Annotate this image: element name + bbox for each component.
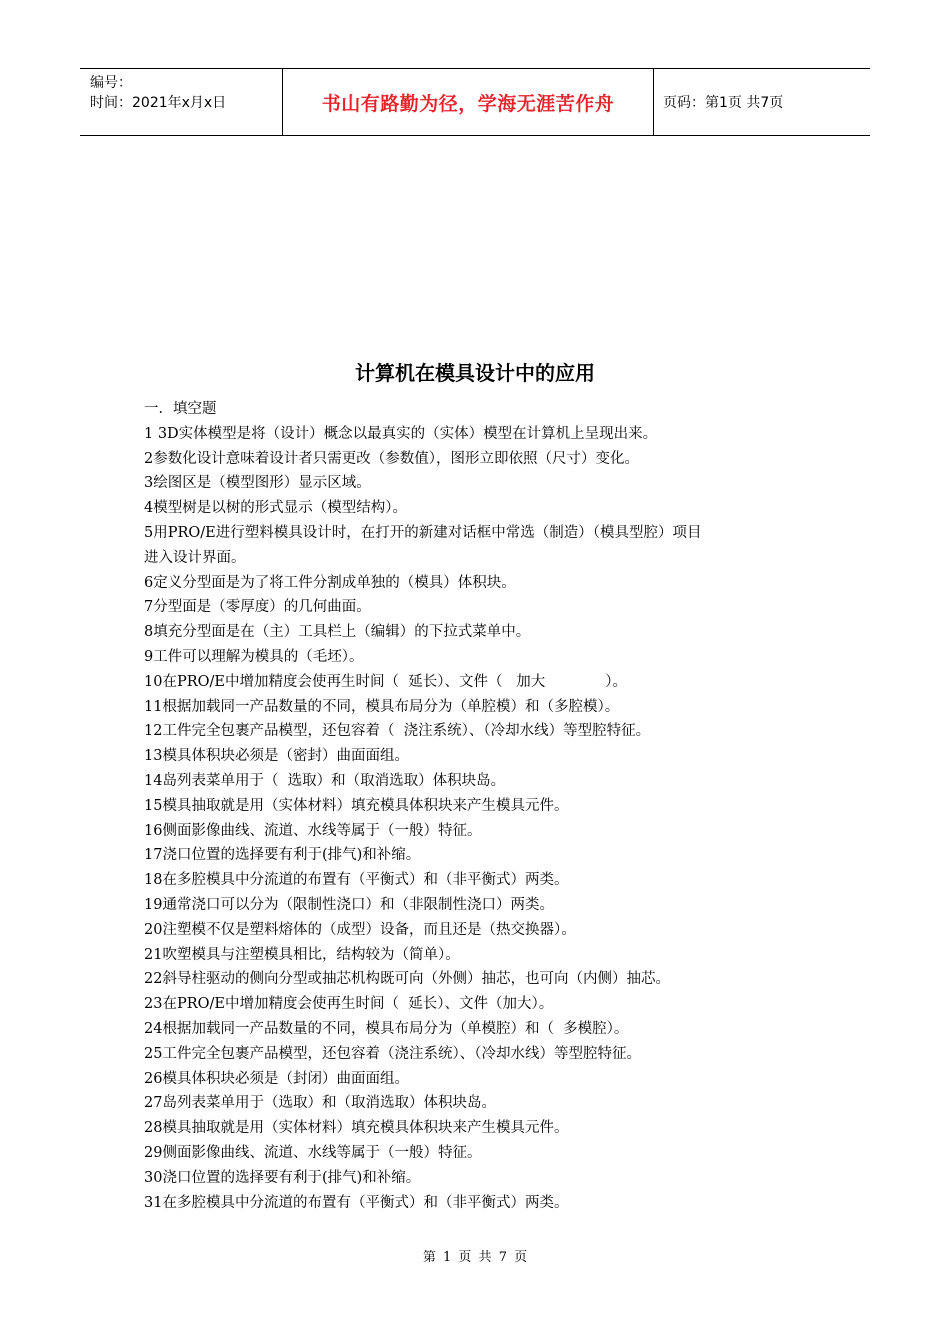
date-line: 时间：2021年x月x日 <box>90 95 227 111</box>
list-item: 28模具抽取就是用（实体材料）填充模具体积块来产生模具元件。 <box>144 1120 569 1137</box>
list-item: 5用PRO/E进行塑料模具设计时，在打开的新建对话框中常选（制造）（模具型腔）项目 <box>144 524 702 541</box>
list-item: 23在PRO/E中增加精度会使再生时间（ 延长）、文件（加大）。 <box>144 996 554 1013</box>
fill-in-items-list <box>144 422 814 1216</box>
list-item: 4模型树是以树的形式显示（模型结构）。 <box>144 500 407 517</box>
code-label: 编号： <box>90 75 132 91</box>
page-footer: 第 1 页 共 7 页 <box>422 1250 528 1265</box>
list-item: 进入设计界面。 <box>144 549 246 566</box>
list-item: 14岛列表菜单用于（ 选取）和（取消选取）体积块岛。 <box>144 772 506 789</box>
list-item: 10在PRO/E中增加精度会使再生时间（ 延长）、文件（ 加大 ）。 <box>144 673 627 690</box>
list-item: 26模具体积块必须是（封闭）曲面面组。 <box>144 1070 409 1087</box>
list-item: 19通常浇口可以分为（限制性浇口）和（非限制性浇口）两类。 <box>144 896 554 913</box>
list-item: 11根据加载同一产品数量的不同，模具布局分为（单腔模）和（多腔模）。 <box>144 698 620 715</box>
list-item: 2参数化设计意味着设计者只需更改（参数值），图形立即依照（尺寸）变化。 <box>144 450 639 467</box>
list-item: 31在多腔模具中分流道的布置有（平衡式）和（非平衡式）两类。 <box>144 1194 569 1211</box>
document-title: 计算机在模具设计中的应用 <box>355 361 595 385</box>
list-item: 12工件完全包裹产品模型，还包容着（ 浇注系统）、（冷却水线）等型腔特征。 <box>144 723 651 740</box>
list-item: 9工件可以理解为模具的（毛坯）。 <box>144 648 364 665</box>
list-item: 15模具抽取就是用（实体材料）填充模具体积块来产生模具元件。 <box>144 797 569 814</box>
list-item: 8填充分型面是在（主）工具栏上（编辑）的下拉式菜单中。 <box>144 624 531 641</box>
document-body <box>144 397 814 1215</box>
section-heading: 一．填空题 <box>144 401 217 417</box>
header-page-info: 页码：第1页 共7页 <box>663 95 784 111</box>
list-item: 22斜导柱驱动的侧向分型或抽芯机构既可向（外侧）抽芯，也可向（内侧）抽芯。 <box>144 971 670 988</box>
header-motto: 书山有路勤为径，学海无涯苦作舟 <box>282 69 654 135</box>
document-header <box>80 68 870 136</box>
header-meta <box>80 69 282 135</box>
list-item: 7分型面是（零厚度）的几何曲面。 <box>144 599 371 616</box>
list-item: 17浇口位置的选择要有利于(排气)和补缩。 <box>144 847 421 864</box>
list-item: 30浇口位置的选择要有利于(排气)和补缩。 <box>144 1169 421 1186</box>
list-item: 3绘图区是（模型图形）显示区域。 <box>144 475 371 492</box>
list-item: 6定义分型面是为了将工件分割成单独的（模具）体积块。 <box>144 574 516 591</box>
list-item: 20注塑模不仅是塑料熔体的（成型）设备，而且还是（热交换器）。 <box>144 921 576 938</box>
list-item: 24根据加载同一产品数量的不同，模具布局分为（单模腔）和（ 多模腔）。 <box>144 1020 629 1037</box>
list-item: 25工件完全包裹产品模型，还包容着（浇注系统）、（冷却水线）等型腔特征。 <box>144 1045 641 1062</box>
list-item: 21吹塑模具与注塑模具相比，结构较为（简单）。 <box>144 946 460 963</box>
list-item: 1 3D实体模型是将（设计）概念以最真实的（实体）模型在计算机上呈现出来。 <box>144 425 658 442</box>
list-item: 18在多腔模具中分流道的布置有（平衡式）和（非平衡式）两类。 <box>144 872 569 889</box>
list-item: 16侧面影像曲线、流道、水线等属于（一般）特征。 <box>144 822 482 839</box>
list-item: 29侧面影像曲线、流道、水线等属于（一般）特征。 <box>144 1144 482 1161</box>
list-item: 27岛列表菜单用于（选取）和（取消选取）体积块岛。 <box>144 1095 496 1112</box>
list-item: 13模具体积块必须是（密封）曲面面组。 <box>144 748 409 765</box>
